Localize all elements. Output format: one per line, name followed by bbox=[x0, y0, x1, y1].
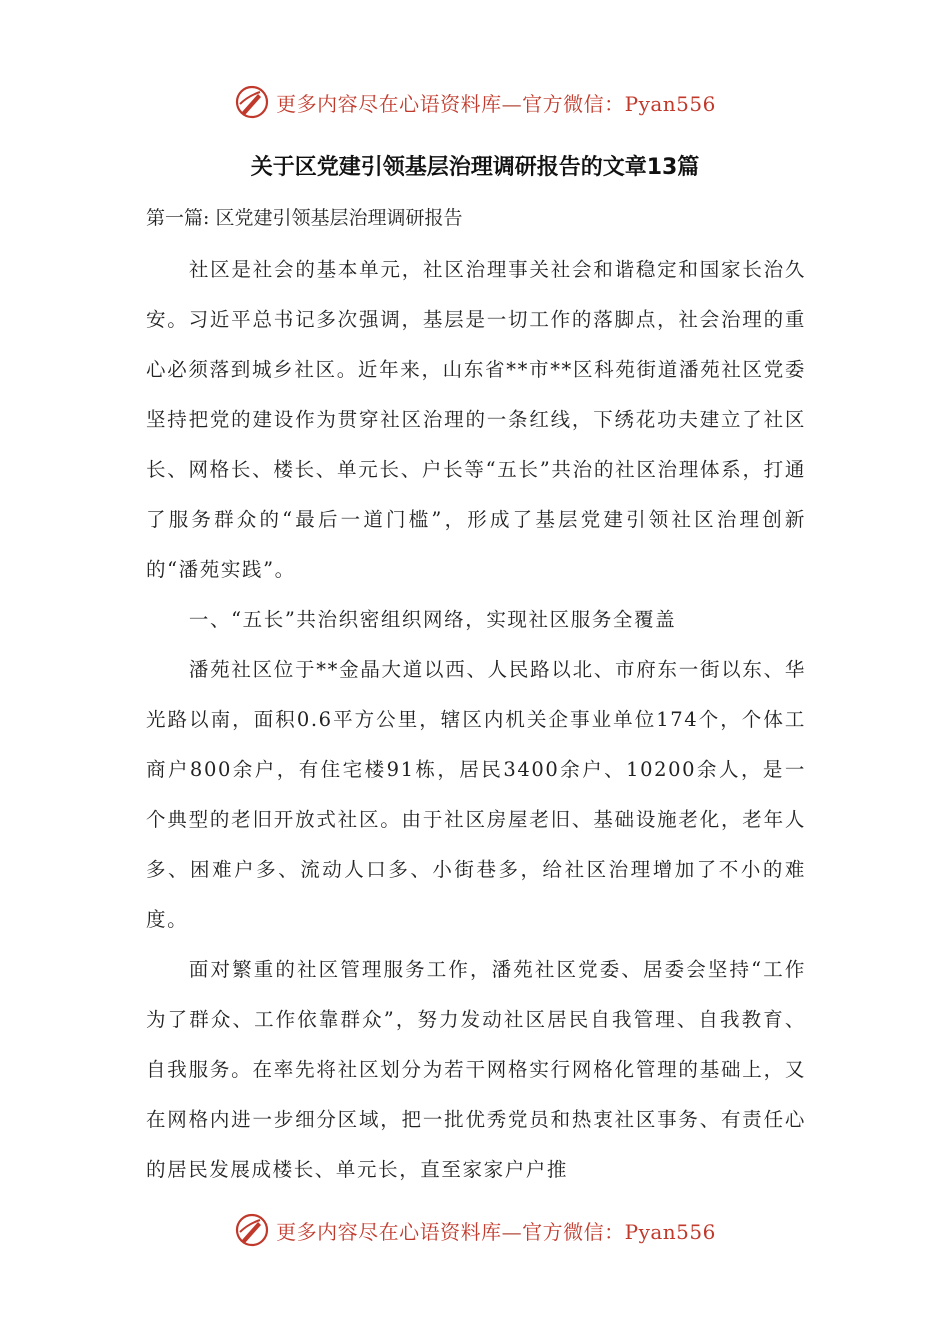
body-text bbox=[146, 245, 806, 1195]
paragraph: 一、“五长”共治织密组织网络，实现社区服务全覆盖 bbox=[188, 608, 677, 631]
footer-banner bbox=[0, 1208, 950, 1252]
paragraph: 潘苑社区位于**金晶大道以西、人民路以北、市府东一街以东、华光路以南，面积0.6平方公里，辖区内机关企事业单位174个，个体工商户800余户，有住宅楼91栋，居民3400余户、10200余人，是一个典型的老旧开放式社区。由于社区房屋老旧、基础设施老化，老年人多、困难户多、流动人口多、小街巷多，给社区治理增加了不小的难度。 bbox=[146, 658, 806, 931]
document-title: 关于区党建引领基层治理调研报告的文章13篇 bbox=[250, 155, 700, 180]
section-heading: 第一篇: 区党建引领基层治理调研报告 bbox=[146, 207, 463, 229]
banner-text: 更多内容尽在心语资料库—官方微信：Pyan556 bbox=[276, 91, 716, 116]
pen-logo-icon bbox=[234, 84, 270, 120]
paragraph: 面对繁重的社区管理服务工作，潘苑社区党委、居委会坚持“工作为了群众、工作依靠群众”，努力发动社区居民自我管理、自我教育、自我服务。在率先将社区划分为若干网格实行网格化管理的基础上，又在网格内进一步细分区域，把一批优秀党员和热衷社区事务、有责任心的居民发展成楼长、单元长，直至家家户户推 bbox=[146, 958, 806, 1181]
banner-text: 更多内容尽在心语资料库—官方微信：Pyan556 bbox=[276, 1219, 716, 1244]
paragraph: 社区是社会的基本单元，社区治理事关社会和谐稳定和国家长治久安。习近平总书记多次强调，基层是一切工作的落脚点，社会治理的重心必须落到城乡社区。近年来，山东省**市**区科苑街道潘苑社区党委坚持把党的建设作为贯穿社区治理的一条红线，下绣花功夫建立了社区长、网格长、楼长、单元长、户长等“五长”共治的社区治理体系，打通了服务群众的“最后一道门槛”，形成了基层党建引领社区治理创新的“潘苑实践”。 bbox=[146, 258, 806, 581]
header-banner bbox=[0, 80, 950, 124]
pen-logo-icon bbox=[234, 1212, 270, 1248]
